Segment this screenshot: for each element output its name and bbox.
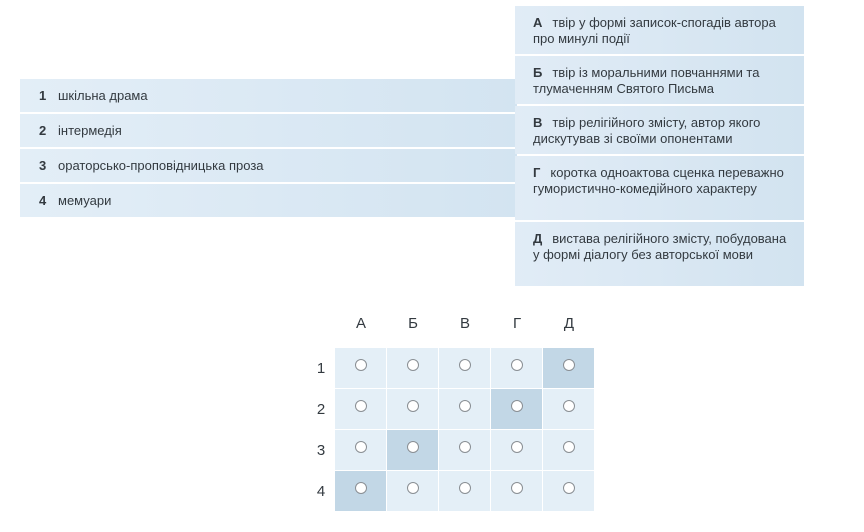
answer-cell[interactable] [387,348,439,389]
answer-cell[interactable] [387,471,439,512]
grid-column-header: В [459,315,470,332]
radio-button-icon[interactable] [407,482,419,494]
left-option-text: шкільна драма [58,88,148,103]
grid-column-header: Д [563,315,575,332]
radio-button-icon[interactable] [563,482,575,494]
grid-row-label: 4 [316,483,326,500]
left-option-number: 2 [39,123,47,138]
answer-cell[interactable] [491,389,543,430]
answer-cell[interactable] [439,389,491,430]
answer-cell[interactable] [387,430,439,471]
right-option-letter: Б [533,65,543,80]
right-option-text: твір релігійного змісту, автор якого дискутував зі своїми опонентами [533,115,761,146]
left-option-3 [20,149,517,182]
radio-button-icon[interactable] [511,400,523,412]
answer-grid [335,348,595,512]
answer-cell[interactable] [439,348,491,389]
answer-cell[interactable] [439,471,491,512]
radio-button-icon[interactable] [563,400,575,412]
grid-row-labels [310,348,332,512]
radio-button-icon[interactable] [563,359,575,371]
radio-button-icon[interactable] [355,359,367,371]
radio-button-icon[interactable] [459,441,471,453]
radio-button-icon[interactable] [355,482,367,494]
grid-column-header: А [355,315,366,332]
right-option-text: твір із моральними повчаннями та тлумаченням Святого Письма [533,65,760,96]
left-option-number: 3 [39,158,47,173]
radio-button-icon[interactable] [355,441,367,453]
right-option-letter: А [533,15,543,30]
left-options-list [20,79,517,219]
right-options-list [515,6,804,288]
answer-cell[interactable] [335,348,387,389]
right-option-v [515,106,804,154]
right-option-a [515,6,804,54]
radio-button-icon[interactable] [511,482,523,494]
radio-button-icon[interactable] [355,400,367,412]
right-option-d [515,222,804,286]
answer-cell[interactable] [543,471,595,512]
radio-button-icon[interactable] [407,441,419,453]
grid-row-label: 1 [316,360,326,377]
radio-button-icon[interactable] [459,359,471,371]
right-option-b [515,56,804,104]
left-option-2 [20,114,517,147]
left-option-4 [20,184,517,217]
grid-row-label: 2 [316,401,326,418]
right-option-text: твір у формі записок-спогадів автора про минулі події [533,15,776,46]
answer-cell[interactable] [439,430,491,471]
answer-cell[interactable] [387,389,439,430]
left-option-text: мемуари [58,193,112,208]
right-option-letter: В [533,115,543,130]
radio-button-icon[interactable] [407,359,419,371]
left-option-text: інтермедія [58,123,122,138]
right-option-text: коротка одноактова сценка переважно гумористично-комедійного характеру [533,165,784,196]
grid-column-header: Б [408,315,418,332]
radio-button-icon[interactable] [511,359,523,371]
right-option-h [515,156,804,220]
left-option-number: 1 [39,88,47,103]
radio-button-icon[interactable] [563,441,575,453]
answer-cell[interactable] [491,430,543,471]
answer-cell[interactable] [543,348,595,389]
answer-cell[interactable] [491,471,543,512]
answer-cell[interactable] [335,430,387,471]
right-option-letter: Д [533,231,543,246]
radio-button-icon[interactable] [407,400,419,412]
answer-cell[interactable] [335,471,387,512]
left-option-1 [20,79,517,112]
right-option-text: вистава релігійного змісту, побудована у формі діалогу без авторської мови [533,231,787,262]
answer-cell[interactable] [335,389,387,430]
answer-cell[interactable] [543,430,595,471]
grid-column-headers [335,312,595,336]
radio-button-icon[interactable] [459,482,471,494]
grid-column-header: Г [512,315,522,332]
grid-row-label: 3 [316,442,326,459]
answer-cell[interactable] [491,348,543,389]
radio-button-icon[interactable] [511,441,523,453]
left-option-text: ораторсько-проповідницька проза [58,158,264,173]
answer-cell[interactable] [543,389,595,430]
right-option-letter: Г [533,165,541,180]
left-option-number: 4 [39,193,47,208]
radio-button-icon[interactable] [459,400,471,412]
